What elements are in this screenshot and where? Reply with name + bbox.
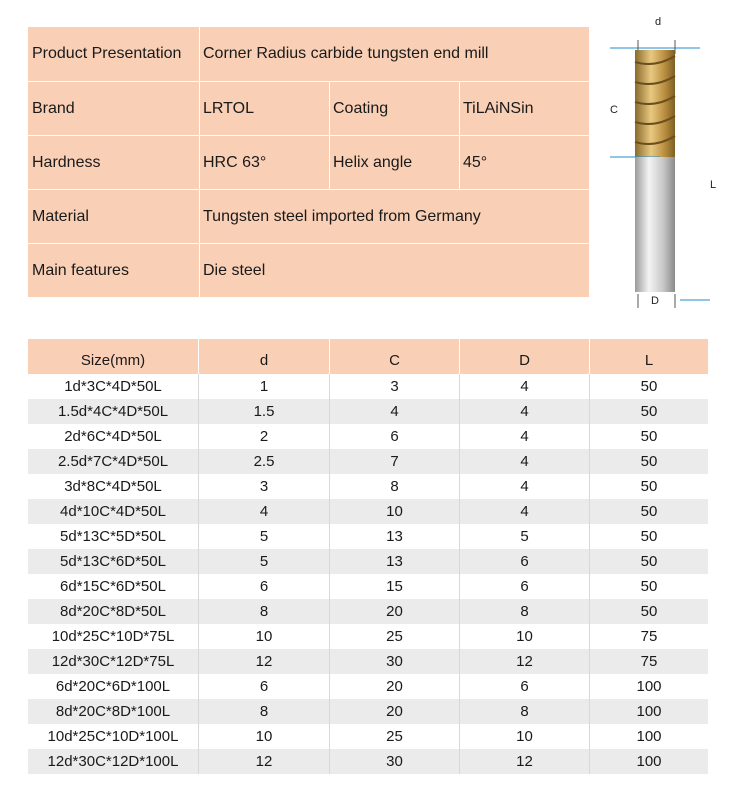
- cell-d: 6: [199, 674, 330, 699]
- cell-D: 10: [460, 724, 590, 749]
- spec-row-features: [28, 243, 589, 298]
- cell-D: 4: [460, 399, 590, 424]
- spec-label: Product Presentation: [32, 45, 182, 62]
- cell-D: 12: [460, 749, 590, 774]
- cell-D: 4: [460, 449, 590, 474]
- spec-label: Helix angle: [333, 154, 413, 171]
- cell-d: 2.5: [199, 449, 330, 474]
- cell-size: 12d*30C*12D*75L: [28, 649, 199, 674]
- cell-l: 50: [640, 578, 658, 595]
- header-D: D: [460, 339, 590, 374]
- cell-l: 50: [640, 428, 658, 445]
- table-row: [28, 749, 708, 774]
- table-row: [28, 524, 708, 549]
- cell-D: 8: [460, 599, 590, 624]
- cell-D: 4: [460, 424, 590, 449]
- spec-value: Tungsten steel imported from Germany: [203, 208, 481, 225]
- table-row: [28, 399, 708, 424]
- cell-c: 13: [330, 549, 460, 574]
- cell-c: 13: [330, 524, 460, 549]
- cell-l: 100: [636, 678, 662, 695]
- cell-d: 8: [199, 699, 330, 724]
- spec-label: Hardness: [32, 154, 101, 171]
- cell-d: 5: [199, 549, 330, 574]
- table-row: [28, 449, 708, 474]
- cell-d: 12: [199, 749, 330, 774]
- spec-label: Main features: [32, 262, 129, 279]
- header-size: Size(mm): [28, 339, 199, 374]
- cell-D: 6: [460, 574, 590, 599]
- cell-size: 6d*15C*6D*50L: [28, 574, 199, 599]
- cell-size: 4d*10C*4D*50L: [28, 499, 199, 524]
- spec-row-material: [28, 189, 589, 244]
- cell-size: 1.5d*4C*4D*50L: [28, 399, 199, 424]
- table-row: [28, 699, 708, 724]
- cell-l: 50: [640, 553, 658, 570]
- cell-c: 6: [330, 424, 460, 449]
- cell-c: 8: [330, 474, 460, 499]
- cell-c: 4: [330, 399, 460, 424]
- cell-l: 50: [640, 528, 658, 545]
- cell-d: 1: [199, 374, 330, 399]
- cell-l: 50: [640, 478, 658, 495]
- cell-size: 8d*20C*8D*100L: [28, 699, 199, 724]
- label-d: d: [655, 16, 662, 28]
- cell-c: 30: [330, 649, 460, 674]
- cell-c: 10: [330, 499, 460, 524]
- table-row: [28, 424, 708, 449]
- cell-size: 2.5d*7C*4D*50L: [28, 449, 199, 474]
- cell-c: 3: [330, 374, 460, 399]
- end-mill-diagram: [600, 10, 730, 315]
- cell-c: 20: [330, 699, 460, 724]
- cell-l: 75: [640, 628, 658, 645]
- header-c: C: [330, 339, 460, 374]
- cell-d: 5: [199, 524, 330, 549]
- table-row: [28, 474, 708, 499]
- cell-D: 4: [460, 374, 590, 399]
- table-row: [28, 599, 708, 624]
- size-table-body: [28, 374, 708, 774]
- spec-value: Corner Radius carbide tungsten end mill: [203, 45, 489, 62]
- cell-size: 12d*30C*12D*100L: [28, 749, 199, 774]
- table-row: [28, 374, 708, 399]
- cell-c: 20: [330, 599, 460, 624]
- table-row: [28, 724, 708, 749]
- cell-l: 100: [636, 728, 662, 745]
- cell-l: 50: [640, 378, 658, 395]
- cell-size: 2d*6C*4D*50L: [28, 424, 199, 449]
- cell-d: 10: [199, 624, 330, 649]
- spec-value: HRC 63°: [203, 154, 267, 171]
- spec-label: Brand: [32, 100, 75, 117]
- cell-d: 1.5: [199, 399, 330, 424]
- cell-c: 25: [330, 624, 460, 649]
- cell-D: 5: [460, 524, 590, 549]
- cell-size: 8d*20C*8D*50L: [28, 599, 199, 624]
- cell-size: 10d*25C*10D*75L: [28, 624, 199, 649]
- spec-row-brand: [28, 81, 589, 136]
- size-table: [28, 339, 708, 774]
- cell-d: 6: [199, 574, 330, 599]
- spec-row-hardness: [28, 135, 589, 190]
- cell-d: 2: [199, 424, 330, 449]
- cell-d: 12: [199, 649, 330, 674]
- spec-row-product: [28, 27, 589, 81]
- cell-l: 50: [640, 403, 658, 420]
- cell-l: 100: [636, 753, 662, 770]
- cell-l: 100: [636, 703, 662, 720]
- cell-D: 6: [460, 674, 590, 699]
- cell-D: 10: [460, 624, 590, 649]
- cell-c: 20: [330, 674, 460, 699]
- cell-D: 12: [460, 649, 590, 674]
- cell-size: 5d*13C*6D*50L: [28, 549, 199, 574]
- label-l: L: [710, 179, 717, 191]
- cell-d: 3: [199, 474, 330, 499]
- table-row: [28, 674, 708, 699]
- spec-value: TiLAiNSin: [463, 100, 534, 117]
- spec-value: 45°: [463, 154, 488, 171]
- table-row: [28, 624, 708, 649]
- table-row: [28, 499, 708, 524]
- spec-value: LRTOL: [203, 100, 254, 117]
- cell-c: 15: [330, 574, 460, 599]
- table-row: [28, 649, 708, 674]
- cell-size: 5d*13C*5D*50L: [28, 524, 199, 549]
- cell-l: 50: [640, 453, 658, 470]
- cell-d: 4: [199, 499, 330, 524]
- cell-D: 6: [460, 549, 590, 574]
- shank: [635, 157, 675, 292]
- cell-size: 3d*8C*4D*50L: [28, 474, 199, 499]
- cell-d: 10: [199, 724, 330, 749]
- cell-D: 4: [460, 499, 590, 524]
- cell-D: 8: [460, 699, 590, 724]
- cell-c: 7: [330, 449, 460, 474]
- cell-size: 1d*3C*4D*50L: [28, 374, 199, 399]
- header-d: d: [199, 339, 330, 374]
- label-c: C: [610, 104, 618, 116]
- spec-label: Material: [32, 208, 89, 225]
- header-l: L: [644, 352, 654, 369]
- spec-table: [28, 27, 589, 297]
- size-table-header: [28, 339, 708, 374]
- cell-c: 30: [330, 749, 460, 774]
- table-row: [28, 549, 708, 574]
- cell-l: 75: [640, 653, 658, 670]
- table-row: [28, 574, 708, 599]
- cell-size: 10d*25C*10D*100L: [28, 724, 199, 749]
- cell-d: 8: [199, 599, 330, 624]
- cell-size: 6d*20C*6D*100L: [28, 674, 199, 699]
- spec-value: Die steel: [203, 262, 266, 279]
- cell-l: 50: [640, 503, 658, 520]
- spec-label: Coating: [333, 100, 389, 117]
- cell-l: 50: [640, 603, 658, 620]
- cell-c: 25: [330, 724, 460, 749]
- cell-D: 4: [460, 474, 590, 499]
- label-D: D: [651, 295, 659, 307]
